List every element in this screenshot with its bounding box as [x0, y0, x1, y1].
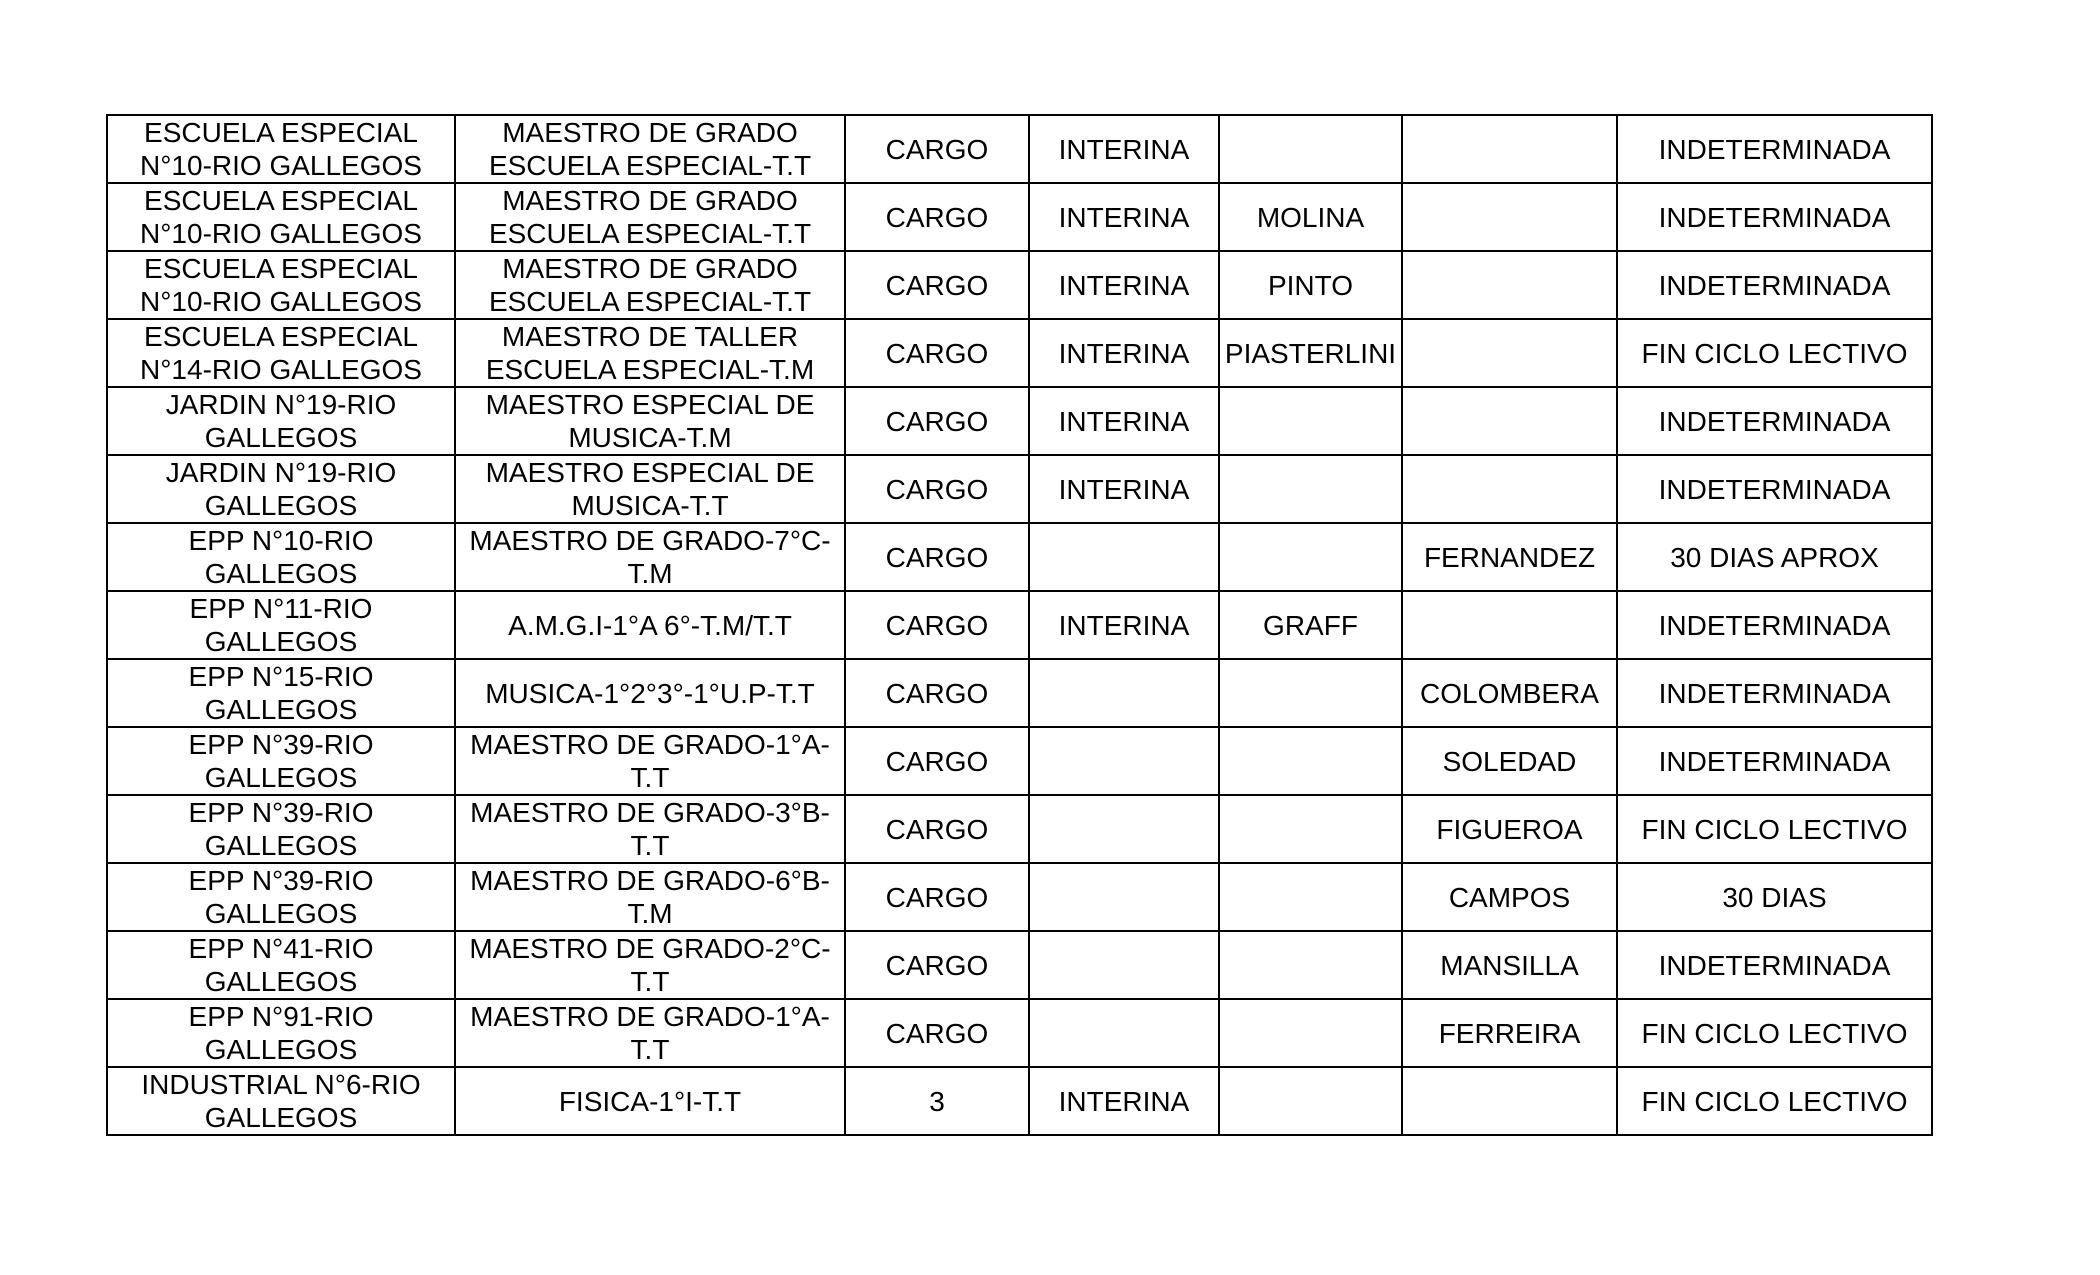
previous-teacher-cell: PINTO [1219, 251, 1402, 319]
replaced-teacher-cell [1402, 387, 1617, 455]
school-cell: EPP N°39-RIO GALLEGOS [107, 727, 455, 795]
previous-teacher-cell: MOLINA [1219, 183, 1402, 251]
school-cell: ESCUELA ESPECIAL N°10-RIO GALLEGOS [107, 251, 455, 319]
position-cell: MAESTRO DE TALLER ESCUELA ESPECIAL-T.M [455, 319, 845, 387]
position-cell: A.M.G.I-1°A 6°-T.M/T.T [455, 591, 845, 659]
school-cell: EPP N°15-RIO GALLEGOS [107, 659, 455, 727]
previous-teacher-cell [1219, 999, 1402, 1067]
status-cell: INTERINA [1029, 319, 1219, 387]
table-row [107, 727, 1932, 795]
table-row [107, 523, 1932, 591]
replaced-teacher-cell: CAMPOS [1402, 863, 1617, 931]
school-cell: EPP N°41-RIO GALLEGOS [107, 931, 455, 999]
position-cell: MAESTRO DE GRADO-1°A-T.T [455, 999, 845, 1067]
duration-cell: INDETERMINADA [1617, 115, 1932, 183]
duration-cell: INDETERMINADA [1617, 591, 1932, 659]
school-cell: EPP N°91-RIO GALLEGOS [107, 999, 455, 1067]
table-row [107, 251, 1932, 319]
type-cell: CARGO [845, 727, 1029, 795]
previous-teacher-cell [1219, 387, 1402, 455]
previous-teacher-cell: GRAFF [1219, 591, 1402, 659]
position-cell: FISICA-1°I-T.T [455, 1067, 845, 1135]
status-cell [1029, 931, 1219, 999]
type-cell: CARGO [845, 523, 1029, 591]
school-cell: ESCUELA ESPECIAL N°10-RIO GALLEGOS [107, 183, 455, 251]
position-cell: MAESTRO DE GRADO-2°C-T.T [455, 931, 845, 999]
status-cell [1029, 999, 1219, 1067]
replaced-teacher-cell: FERREIRA [1402, 999, 1617, 1067]
table-row [107, 999, 1932, 1067]
duration-cell: FIN CICLO LECTIVO [1617, 1067, 1932, 1135]
type-cell: CARGO [845, 659, 1029, 727]
type-cell: CARGO [845, 251, 1029, 319]
previous-teacher-cell [1219, 863, 1402, 931]
previous-teacher-cell [1219, 931, 1402, 999]
status-cell: INTERINA [1029, 387, 1219, 455]
previous-teacher-cell [1219, 1067, 1402, 1135]
type-cell: CARGO [845, 999, 1029, 1067]
duration-cell: INDETERMINADA [1617, 251, 1932, 319]
table-row [107, 1067, 1932, 1135]
status-cell: INTERINA [1029, 1067, 1219, 1135]
school-cell: EPP N°39-RIO GALLEGOS [107, 795, 455, 863]
type-cell: CARGO [845, 931, 1029, 999]
school-cell: JARDIN N°19-RIO GALLEGOS [107, 387, 455, 455]
status-cell [1029, 795, 1219, 863]
school-cell: ESCUELA ESPECIAL N°10-RIO GALLEGOS [107, 115, 455, 183]
position-cell: MAESTRO ESPECIAL DE MUSICA-T.T [455, 455, 845, 523]
previous-teacher-cell [1219, 795, 1402, 863]
duration-cell: INDETERMINADA [1617, 659, 1932, 727]
status-cell [1029, 523, 1219, 591]
position-cell: MAESTRO DE GRADO ESCUELA ESPECIAL-T.T [455, 251, 845, 319]
status-cell: INTERINA [1029, 455, 1219, 523]
table-body [107, 115, 1932, 1135]
table-row [107, 795, 1932, 863]
table-row [107, 659, 1932, 727]
table-row [107, 387, 1932, 455]
duration-cell: INDETERMINADA [1617, 931, 1932, 999]
status-cell: INTERINA [1029, 183, 1219, 251]
table-row [107, 183, 1932, 251]
position-cell: MAESTRO DE GRADO ESCUELA ESPECIAL-T.T [455, 115, 845, 183]
replaced-teacher-cell [1402, 455, 1617, 523]
vacancies-table [106, 114, 1933, 1136]
duration-cell: FIN CICLO LECTIVO [1617, 999, 1932, 1067]
duration-cell: FIN CICLO LECTIVO [1617, 795, 1932, 863]
replaced-teacher-cell: FERNANDEZ [1402, 523, 1617, 591]
school-cell: JARDIN N°19-RIO GALLEGOS [107, 455, 455, 523]
replaced-teacher-cell [1402, 251, 1617, 319]
replaced-teacher-cell: FIGUEROA [1402, 795, 1617, 863]
type-cell: CARGO [845, 387, 1029, 455]
replaced-teacher-cell [1402, 183, 1617, 251]
duration-cell: 30 DIAS [1617, 863, 1932, 931]
previous-teacher-cell [1219, 727, 1402, 795]
replaced-teacher-cell [1402, 115, 1617, 183]
position-cell: MAESTRO ESPECIAL DE MUSICA-T.M [455, 387, 845, 455]
type-cell: CARGO [845, 795, 1029, 863]
position-cell: MAESTRO DE GRADO ESCUELA ESPECIAL-T.T [455, 183, 845, 251]
replaced-teacher-cell: SOLEDAD [1402, 727, 1617, 795]
school-cell: EPP N°10-RIO GALLEGOS [107, 523, 455, 591]
position-cell: MAESTRO DE GRADO-3°B-T.T [455, 795, 845, 863]
previous-teacher-cell [1219, 523, 1402, 591]
status-cell: INTERINA [1029, 591, 1219, 659]
previous-teacher-cell [1219, 659, 1402, 727]
replaced-teacher-cell: COLOMBERA [1402, 659, 1617, 727]
status-cell [1029, 659, 1219, 727]
status-cell: INTERINA [1029, 115, 1219, 183]
replaced-teacher-cell [1402, 591, 1617, 659]
school-cell: INDUSTRIAL N°6-RIO GALLEGOS [107, 1067, 455, 1135]
replaced-teacher-cell [1402, 1067, 1617, 1135]
table-row [107, 591, 1932, 659]
duration-cell: 30 DIAS APROX [1617, 523, 1932, 591]
duration-cell: INDETERMINADA [1617, 455, 1932, 523]
school-cell: ESCUELA ESPECIAL N°14-RIO GALLEGOS [107, 319, 455, 387]
position-cell: MUSICA-1°2°3°-1°U.P-T.T [455, 659, 845, 727]
position-cell: MAESTRO DE GRADO-6°B-T.M [455, 863, 845, 931]
replaced-teacher-cell [1402, 319, 1617, 387]
type-cell: CARGO [845, 319, 1029, 387]
duration-cell: INDETERMINADA [1617, 183, 1932, 251]
type-cell: CARGO [845, 183, 1029, 251]
duration-cell: INDETERMINADA [1617, 387, 1932, 455]
previous-teacher-cell [1219, 115, 1402, 183]
status-cell [1029, 727, 1219, 795]
type-cell: CARGO [845, 455, 1029, 523]
type-cell: 3 [845, 1067, 1029, 1135]
replaced-teacher-cell: MANSILLA [1402, 931, 1617, 999]
type-cell: CARGO [845, 115, 1029, 183]
previous-teacher-cell [1219, 455, 1402, 523]
previous-teacher-cell: PIASTERLINI [1219, 319, 1402, 387]
table-row [107, 863, 1932, 931]
duration-cell: FIN CICLO LECTIVO [1617, 319, 1932, 387]
status-cell: INTERINA [1029, 251, 1219, 319]
position-cell: MAESTRO DE GRADO-1°A-T.T [455, 727, 845, 795]
table-row [107, 455, 1932, 523]
school-cell: EPP N°39-RIO GALLEGOS [107, 863, 455, 931]
school-cell: EPP N°11-RIO GALLEGOS [107, 591, 455, 659]
type-cell: CARGO [845, 863, 1029, 931]
type-cell: CARGO [845, 591, 1029, 659]
table-row [107, 115, 1932, 183]
status-cell [1029, 863, 1219, 931]
duration-cell: INDETERMINADA [1617, 727, 1932, 795]
table-row [107, 931, 1932, 999]
position-cell: MAESTRO DE GRADO-7°C-T.M [455, 523, 845, 591]
table-row [107, 319, 1932, 387]
